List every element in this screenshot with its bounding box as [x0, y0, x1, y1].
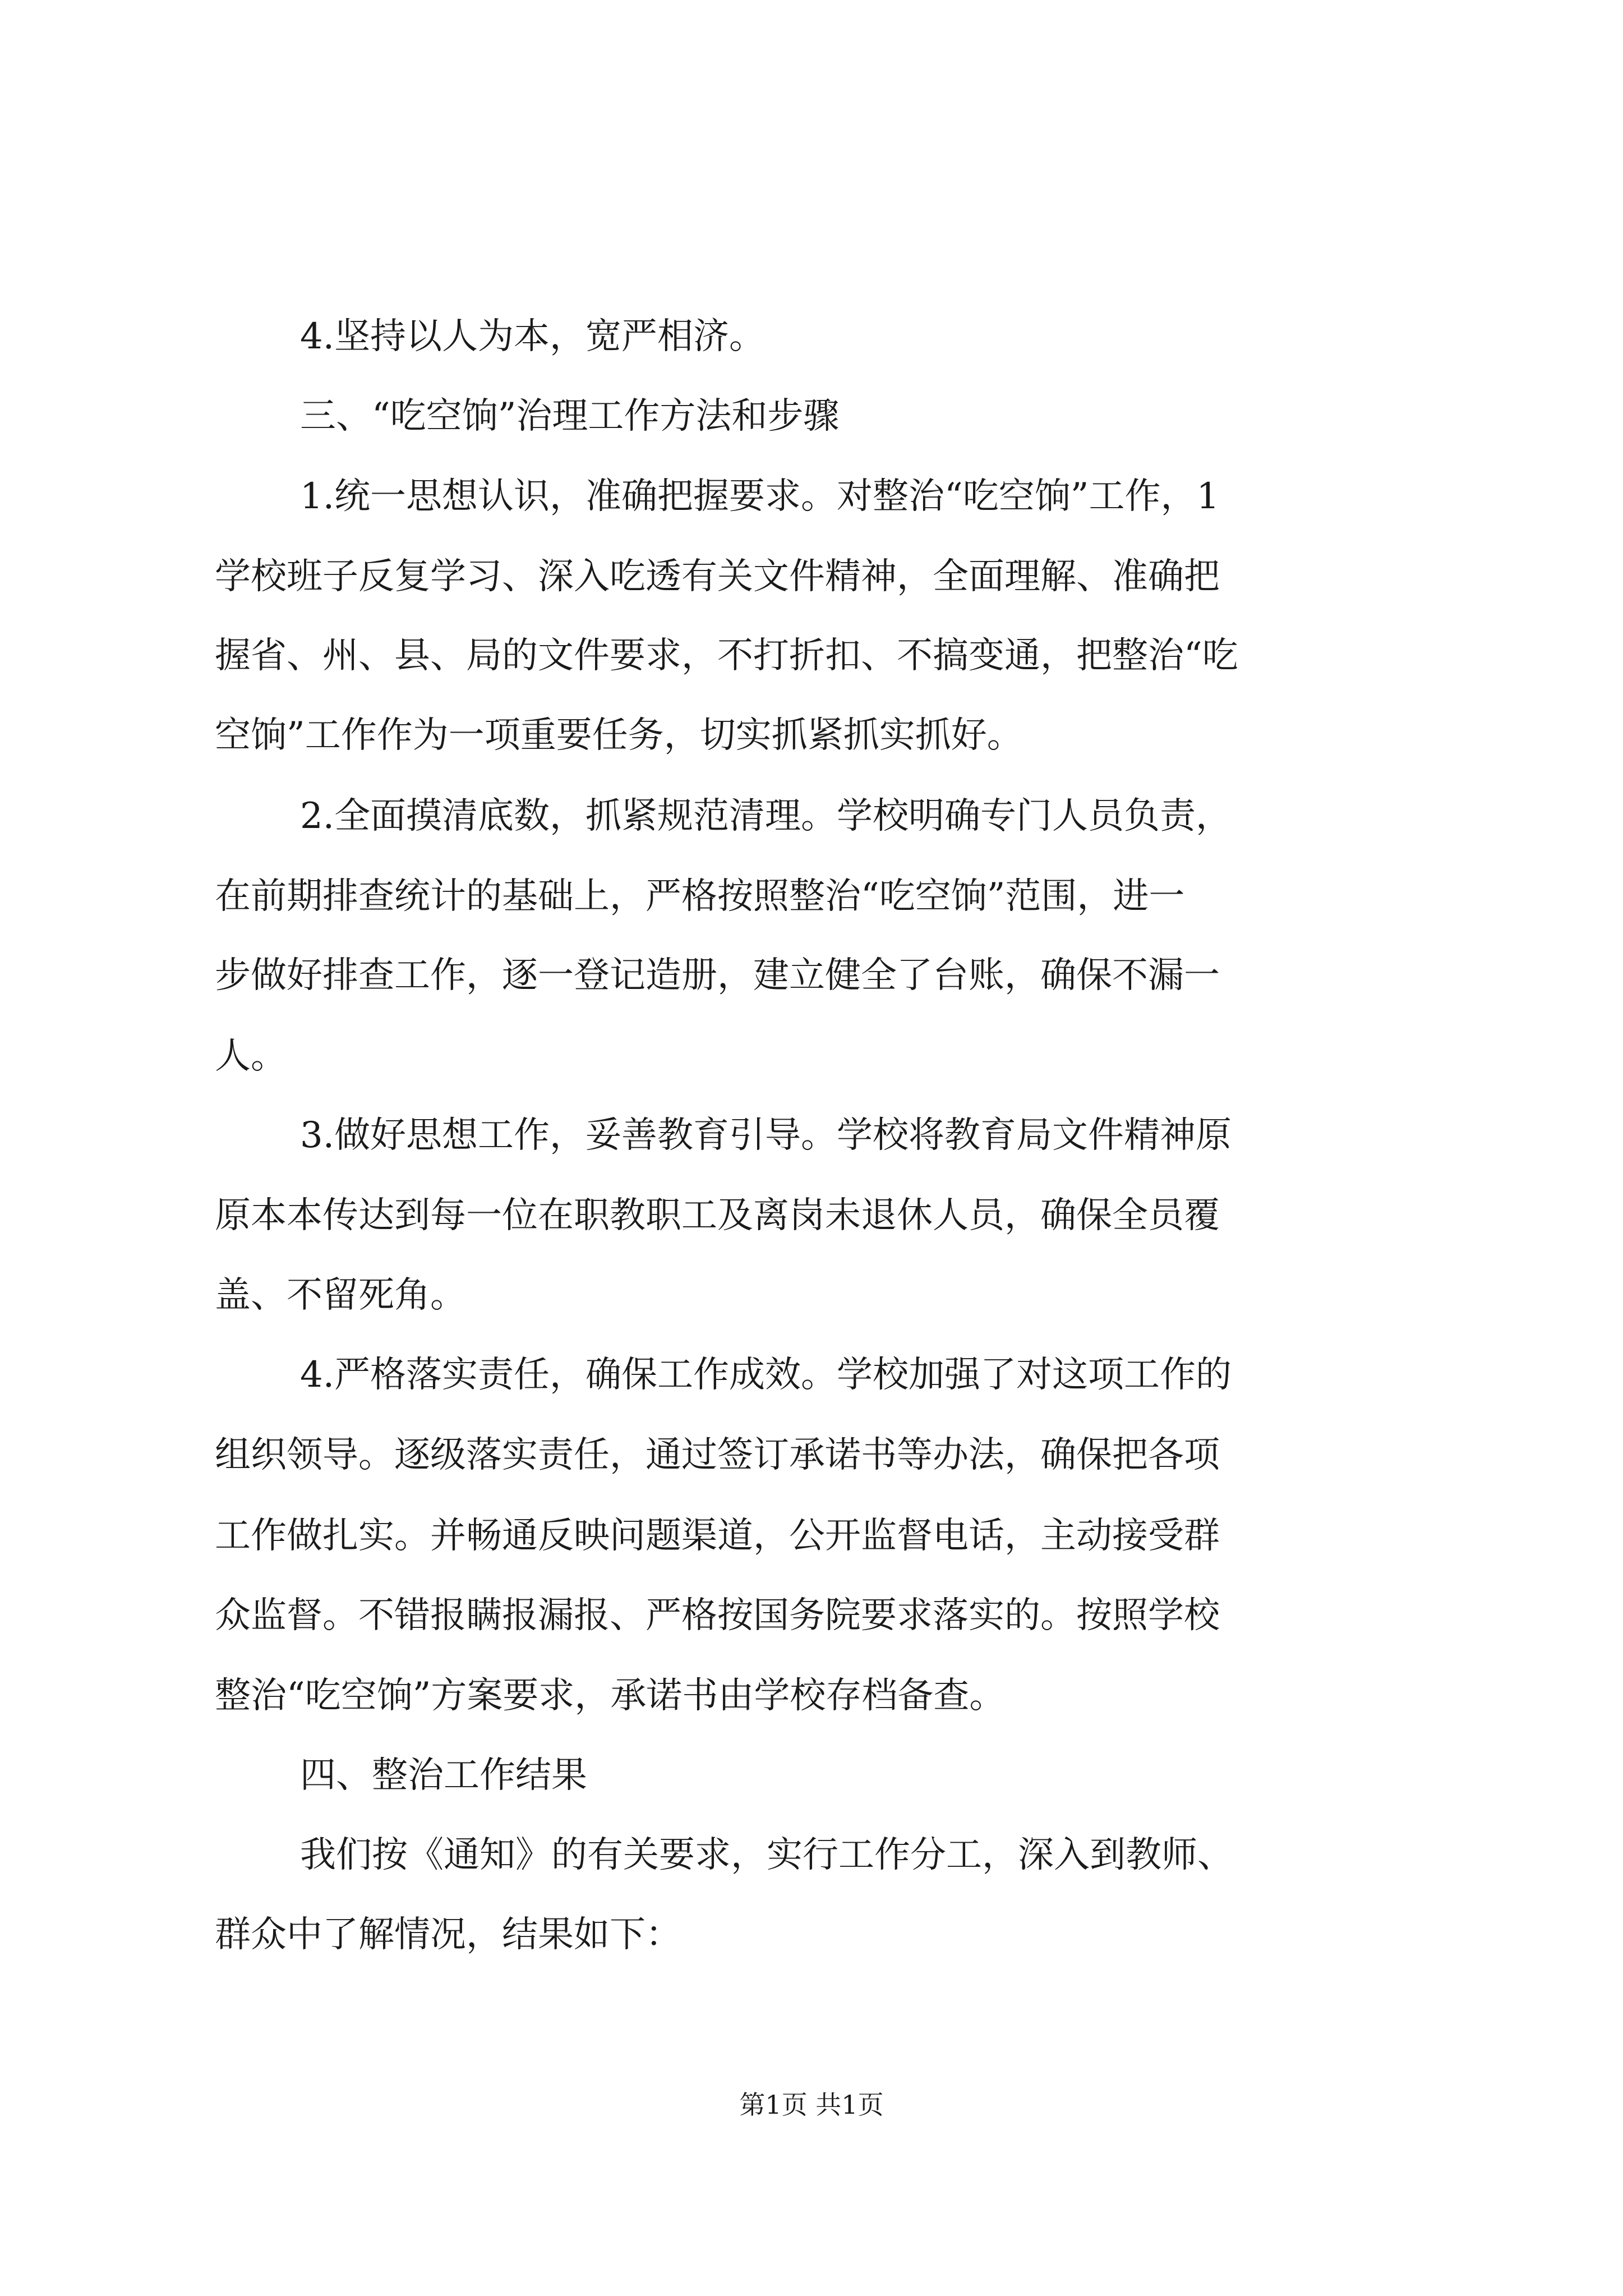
line-text: 4.严格落实责任，确保工作成效。学校加强了对这项工作的: [300, 1354, 1232, 1396]
line-text: 在前期排查统计的基础上，严格按照整治“吃空饷”范围，进一: [215, 876, 1185, 917]
page-footer: 第1页 共1页: [739, 2090, 884, 2120]
line-text: 步做好排查工作，逐一登记造册，建立健全了台账，确保不漏一: [215, 955, 1220, 996]
line-text: 1.统一思想认识，准确把握要求。对整治“吃空饷”工作，1: [300, 476, 1220, 517]
line-text: 空饷”工作作为一项重要任务，切实抓紧抓实抓好。: [215, 715, 1023, 756]
line-text: 组织领导。逐级落实责任，通过签订承诺书等办法，确保把各项: [215, 1434, 1220, 1476]
line-text: 我们按《通知》的有关要求，实行工作分工，深入到教师、: [300, 1834, 1233, 1876]
line-text: 人。: [215, 1036, 287, 1077]
line-text: 整治“吃空饷”方案要求，承诺书由学校存档备查。: [215, 1675, 1006, 1717]
line-text: 学校班子反复学习、深入吃透有关文件精神，全面理解、准确把: [215, 556, 1220, 597]
line-text: 4.坚持以人为本，宽严相济。: [300, 316, 766, 357]
line-text: 群众中了解情况，结果如下：: [215, 1914, 681, 1955]
line-text: 三、“吃空饷”治理工作方法和步骤: [300, 395, 840, 437]
line-text: 盖、不留死角。: [215, 1274, 466, 1316]
line-text: 工作做扎实。并畅通反映问题渠道，公开监督电话，主动接受群: [215, 1515, 1220, 1557]
line-text: 原本本传达到每一位在职教职工及离岗未退休人员，确保全员覆: [215, 1195, 1220, 1236]
line-text: 四、整治工作结果: [300, 1755, 587, 1796]
line-text: 2.全面摸清底数，抓紧规范清理。学校明确专门人员负责，: [300, 795, 1232, 837]
line-text: 3.做好思想工作，妥善教育引导。学校将教育局文件精神原: [300, 1115, 1232, 1156]
line-text: 众监督。不错报瞒报漏报、严格按国务院要求落实的。按照学校: [215, 1595, 1220, 1636]
line-text: 握省、州、县、局的文件要求，不打折扣、不搞变通，把整治“吃: [215, 635, 1238, 677]
